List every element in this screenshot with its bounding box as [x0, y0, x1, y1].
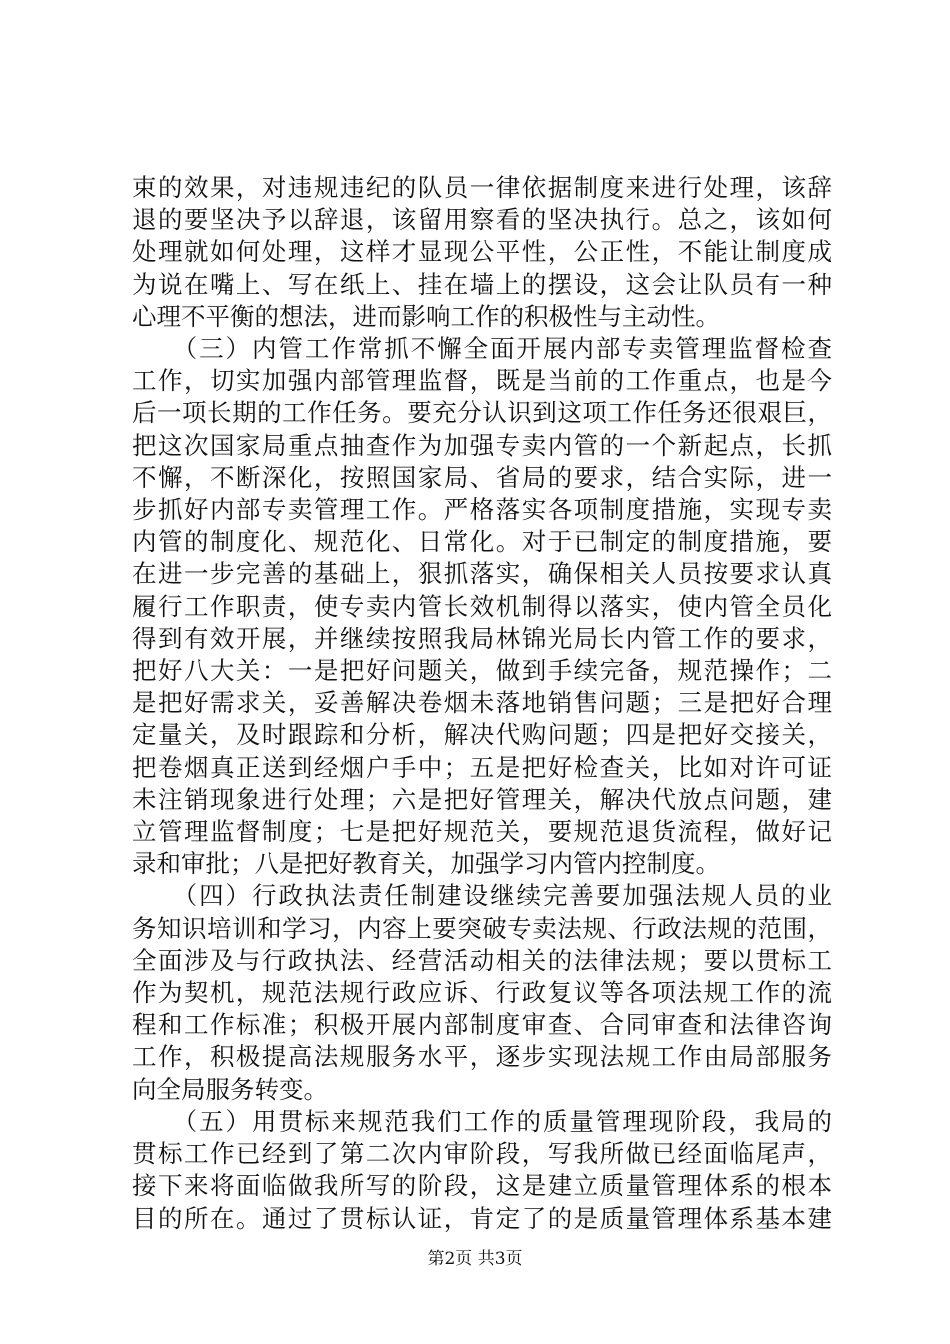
- text-line: 作为契机，规范法规行政应诉、行政复议等各项法规工作的流: [132, 978, 832, 1008]
- text-line: 定量关，及时跟踪和分析，解决代购问题；四是把好交接关，: [132, 720, 832, 750]
- text-line: 处理就如何处理，这样才显现公平性，公正性，不能让制度成: [132, 237, 832, 267]
- body-text: [132, 172, 832, 1235]
- text-line: 步抓好内部专卖管理工作。严格落实各项制度措施，实现专卖: [132, 495, 832, 525]
- text-line: 退的要坚决予以辞退，该留用察看的坚决执行。总之，该如何: [132, 205, 832, 235]
- text-line: 全面涉及与行政执法、经营活动相关的法律法规；要以贯标工: [132, 945, 832, 975]
- text-line: 不懈，不断深化，按照国家局、省局的要求，结合实际，进一: [132, 462, 832, 492]
- text-line: 务知识培训和学习，内容上要突破专卖法规、行政法规的范围，: [132, 913, 832, 943]
- text-line: （五）用贯标来规范我们工作的质量管理现阶段，我局的: [132, 1106, 832, 1136]
- text-line: 把好八大关：一是把好问题关，做到手续完备，规范操作；二: [132, 656, 832, 686]
- text-line: 束的效果，对违规违纪的队员一律依据制度来进行处理，该辞: [132, 173, 832, 202]
- text-line: 目的所在。通过了贯标认证，肯定了的是质量管理体系基本建: [132, 1203, 832, 1233]
- text-line: 履行工作职责，使专卖内管长效机制得以落实，使内管全员化: [132, 591, 832, 621]
- text-line: 是把好需求关，妥善解决卷烟未落地销售问题；三是把好合理: [132, 688, 832, 718]
- text-line: 为说在嘴上、写在纸上、挂在墙上的摆设，这会让队员有一种: [132, 269, 832, 299]
- text-line: 立管理监督制度；七是把好规范关，要规范退货流程，做好记: [132, 817, 832, 847]
- text-line: 后一项长期的工作任务。要充分认识到这项工作任务还很艰巨，: [132, 398, 832, 428]
- text-line: （三）内管工作常抓不懈全面开展内部专卖管理监督检查: [132, 334, 832, 364]
- text-line: 工作，切实加强内部管理监督，既是当前的工作重点，也是今: [132, 366, 832, 396]
- page-footer: 第2页 共3页: [427, 1249, 523, 1269]
- text-line: 内管的制度化、规范化、日常化。对于已制定的制度措施，要: [132, 527, 832, 557]
- text-line: 得到有效开展，并继续按照我局林锦光局长内管工作的要求，: [132, 623, 832, 653]
- text-line: （四）行政执法责任制建设继续完善要加强法规人员的业: [132, 881, 832, 911]
- text-line: 把卷烟真正送到经烟户手中；五是把好检查关，比如对许可证: [132, 752, 832, 782]
- text-line: 把这次国家局重点抽查作为加强专卖内管的一个新起点，长抓: [132, 430, 832, 460]
- text-line: 未注销现象进行处理；六是把好管理关，解决代放点问题，建: [132, 784, 832, 814]
- text-line: 工作，积极提高法规服务水平，逐步实现法规工作由局部服务: [132, 1042, 832, 1072]
- text-line: 向全局服务转变。: [132, 1074, 328, 1104]
- text-line: 心理不平衡的想法，进而影响工作的积极性与主动性。: [132, 301, 720, 331]
- text-line: 程和工作标准；积极开展内部制度审查、合同审查和法律咨询: [132, 1010, 832, 1040]
- text-line: 接下来将面临做我所写的阶段，这是建立质量管理体系的根本: [132, 1171, 832, 1201]
- text-line: 贯标工作已经到了第二次内审阶段，写我所做已经面临尾声，: [132, 1139, 832, 1169]
- text-line: 录和审批；八是把好教育关，加强学习内管内控制度。: [132, 849, 720, 879]
- text-line: 在进一步完善的基础上，狠抓落实，确保相关人员按要求认真: [132, 559, 832, 589]
